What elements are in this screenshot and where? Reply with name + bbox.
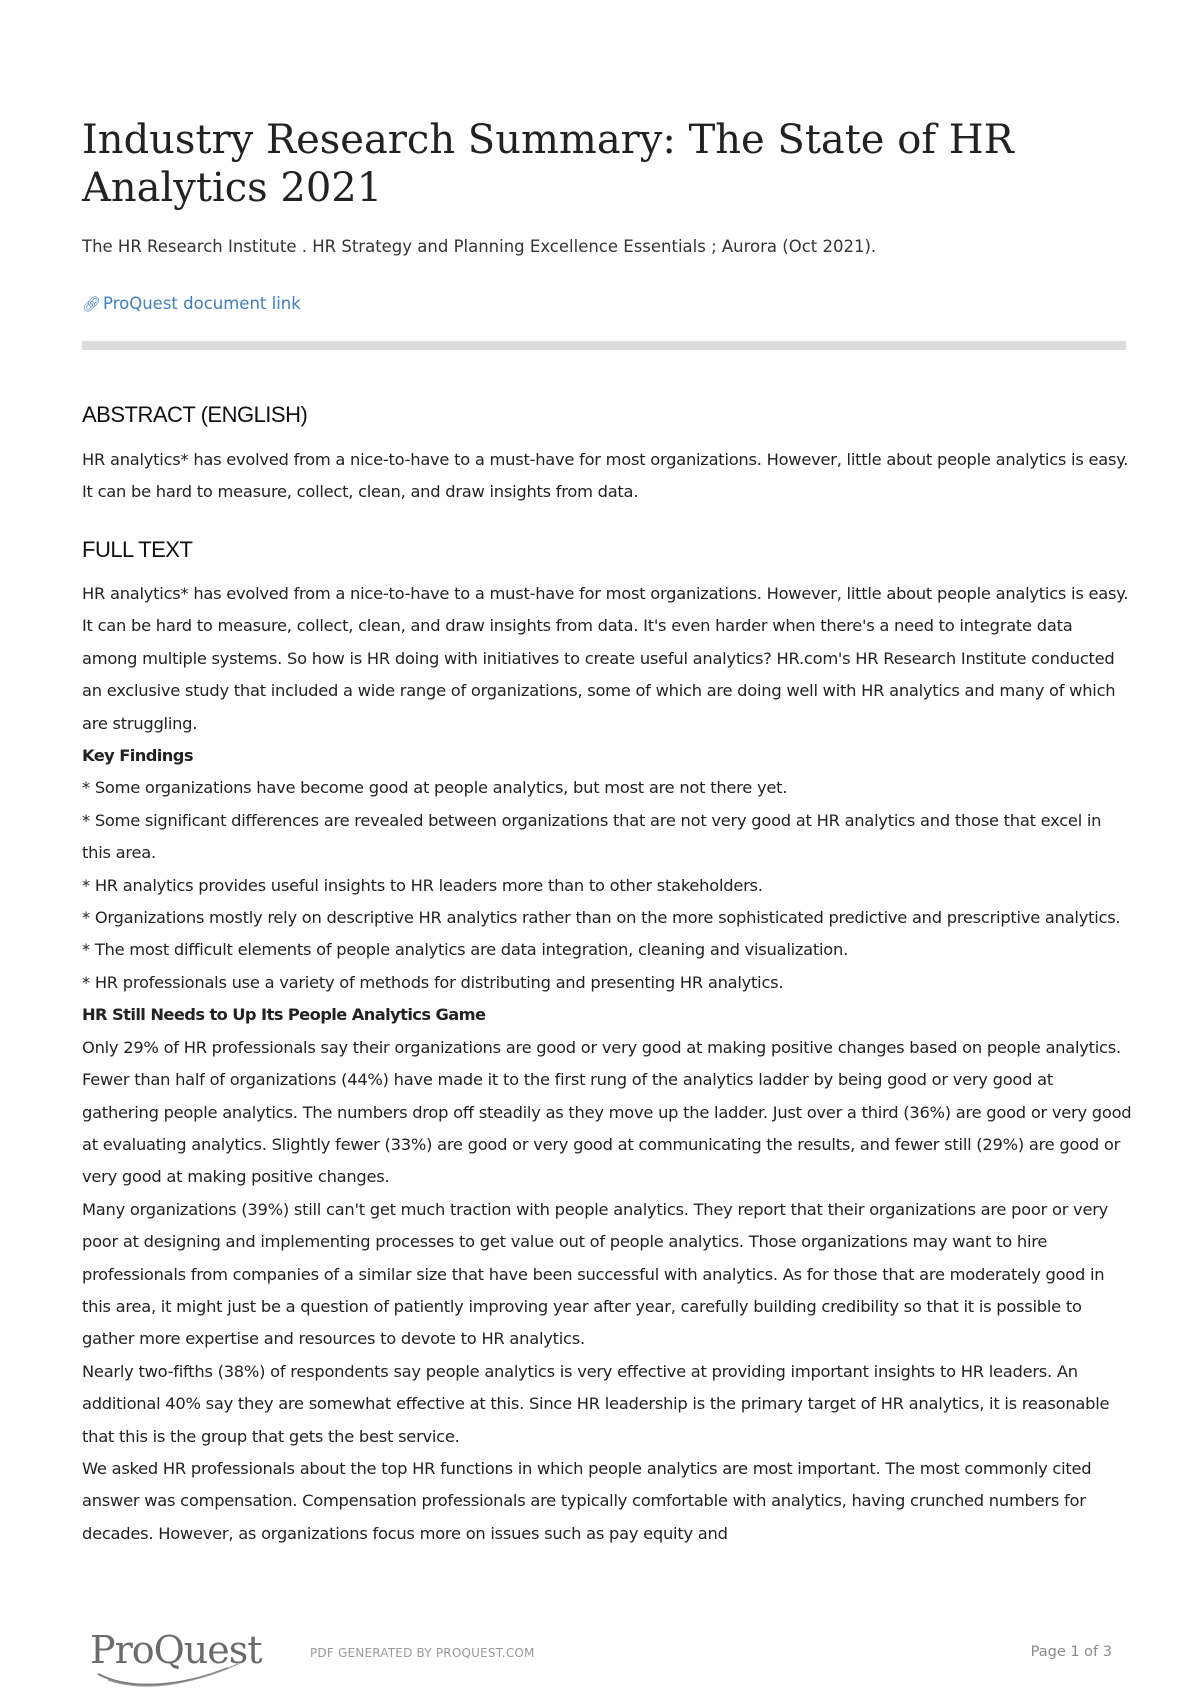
- header-divider: [82, 341, 1126, 350]
- page-footer: [0, 1620, 1200, 1690]
- abstract-heading: ABSTRACT (ENGLISH): [82, 402, 308, 427]
- proquest-document-link[interactable]: [82, 292, 301, 316]
- finding-item: * Some organizations have become good at people analytics, but most are not there yet.: [82, 778, 788, 798]
- finding-item: * Some significant differences are revealed between organizations that are not very good at HR analytics and those that excel in this area.: [82, 810, 1102, 863]
- full-text-intro: HR analytics* has evolved from a nice-to-have to a must-have for most organizations. However, little about people analytics is easy. It can be hard to measure, collect, clean, and draw insights from data. It's even harder when there's a need to integrate data among multiple systems. So how is HR doing with initiatives to create useful analytics? HR.com's HR Research Institute conducted an exclusive study that included a wide range of organizations, some of which are doing well with HR analytics and many of which are struggling.: [82, 584, 1129, 733]
- section-heading: HR Still Needs to Up Its People Analytics Game: [82, 1005, 486, 1025]
- link-icon: 🔗︎: [82, 295, 102, 313]
- citation: The HR Research Institute . HR Strategy and Planning Excellence Essentials ; Aurora (Oct 2021).: [82, 237, 877, 256]
- finding-item: * Organizations mostly rely on descriptive HR analytics rather than on the more sophisticated predictive and prescriptive analytics.: [82, 908, 1121, 928]
- generated-by-text: PDF GENERATED BY PROQUEST.COM: [310, 1646, 535, 1660]
- document-title: Industry Research Summary: The State of HR Analytics 2021: [82, 117, 1014, 211]
- body-paragraph: We asked HR professionals about the top HR functions in which people analytics are most important. The most commonly cited answer was compensation. Compensation professionals are typically comfortable with analytics, having crunched numbers for decades. However, as organizations focus more on issues such as pay equity and: [82, 1458, 1092, 1543]
- body-paragraph: Only 29% of HR professionals say their organizations are good or very good at making positive changes based on people analytics. Fewer than half of organizations (44%) have made it to the first rung of the analytics ladder by being good or very good at gathering people analytics. The numbers drop off steadily as they move up the ladder. Just over a third (36%) are good or very good at evaluating analytics. Slightly fewer (33%) are good or very good at communicating the results, and fewer still (29%) are good or very good at making positive changes.: [82, 1037, 1132, 1187]
- full-text-heading: FULL TEXT: [82, 537, 193, 562]
- proquest-logo: [88, 1628, 262, 1684]
- finding-item: * HR analytics provides useful insights to HR leaders more than to other stakeholders.: [82, 875, 763, 895]
- finding-item: * The most difficult elements of people analytics are data integration, cleaning and visualization.: [82, 940, 849, 960]
- body-paragraph: Nearly two-fifths (38%) of respondents say people analytics is very effective at providing important insights to HR leaders. An additional 40% say they are somewhat effective at this. Since HR leadership is the primary target of HR analytics, it is reasonable that this is the group that gets the best service.: [82, 1361, 1110, 1446]
- logo-text: ProQuest: [90, 1628, 262, 1672]
- body-paragraph: Many organizations (39%) still can't get much traction with people analytics. They report that their organizations are poor or very poor at designing and implementing processes to get value out of people analytics. Those organizations may want to hire professionals from companies of a similar size that have been successful with analytics. As for those that are moderately good in this area, it might just be a question of patiently improving year after year, carefully building credibility so that it is possible to gather more expertise and resources to devote to HR analytics.: [82, 1199, 1109, 1349]
- full-text-body: [82, 578, 1132, 1550]
- doc-link-label: ProQuest document link: [103, 294, 301, 313]
- abstract-text: HR analytics* has evolved from a nice-to-have to a must-have for most organizations. However, little about people analytics is easy. It can be hard to measure, collect, clean, and draw insights from data.: [82, 450, 1129, 502]
- finding-item: * HR professionals use a variety of methods for distributing and presenting HR analytics.: [82, 972, 784, 992]
- page-number: Page 1 of 3: [1030, 1644, 1112, 1660]
- key-findings-heading: Key Findings: [82, 746, 193, 766]
